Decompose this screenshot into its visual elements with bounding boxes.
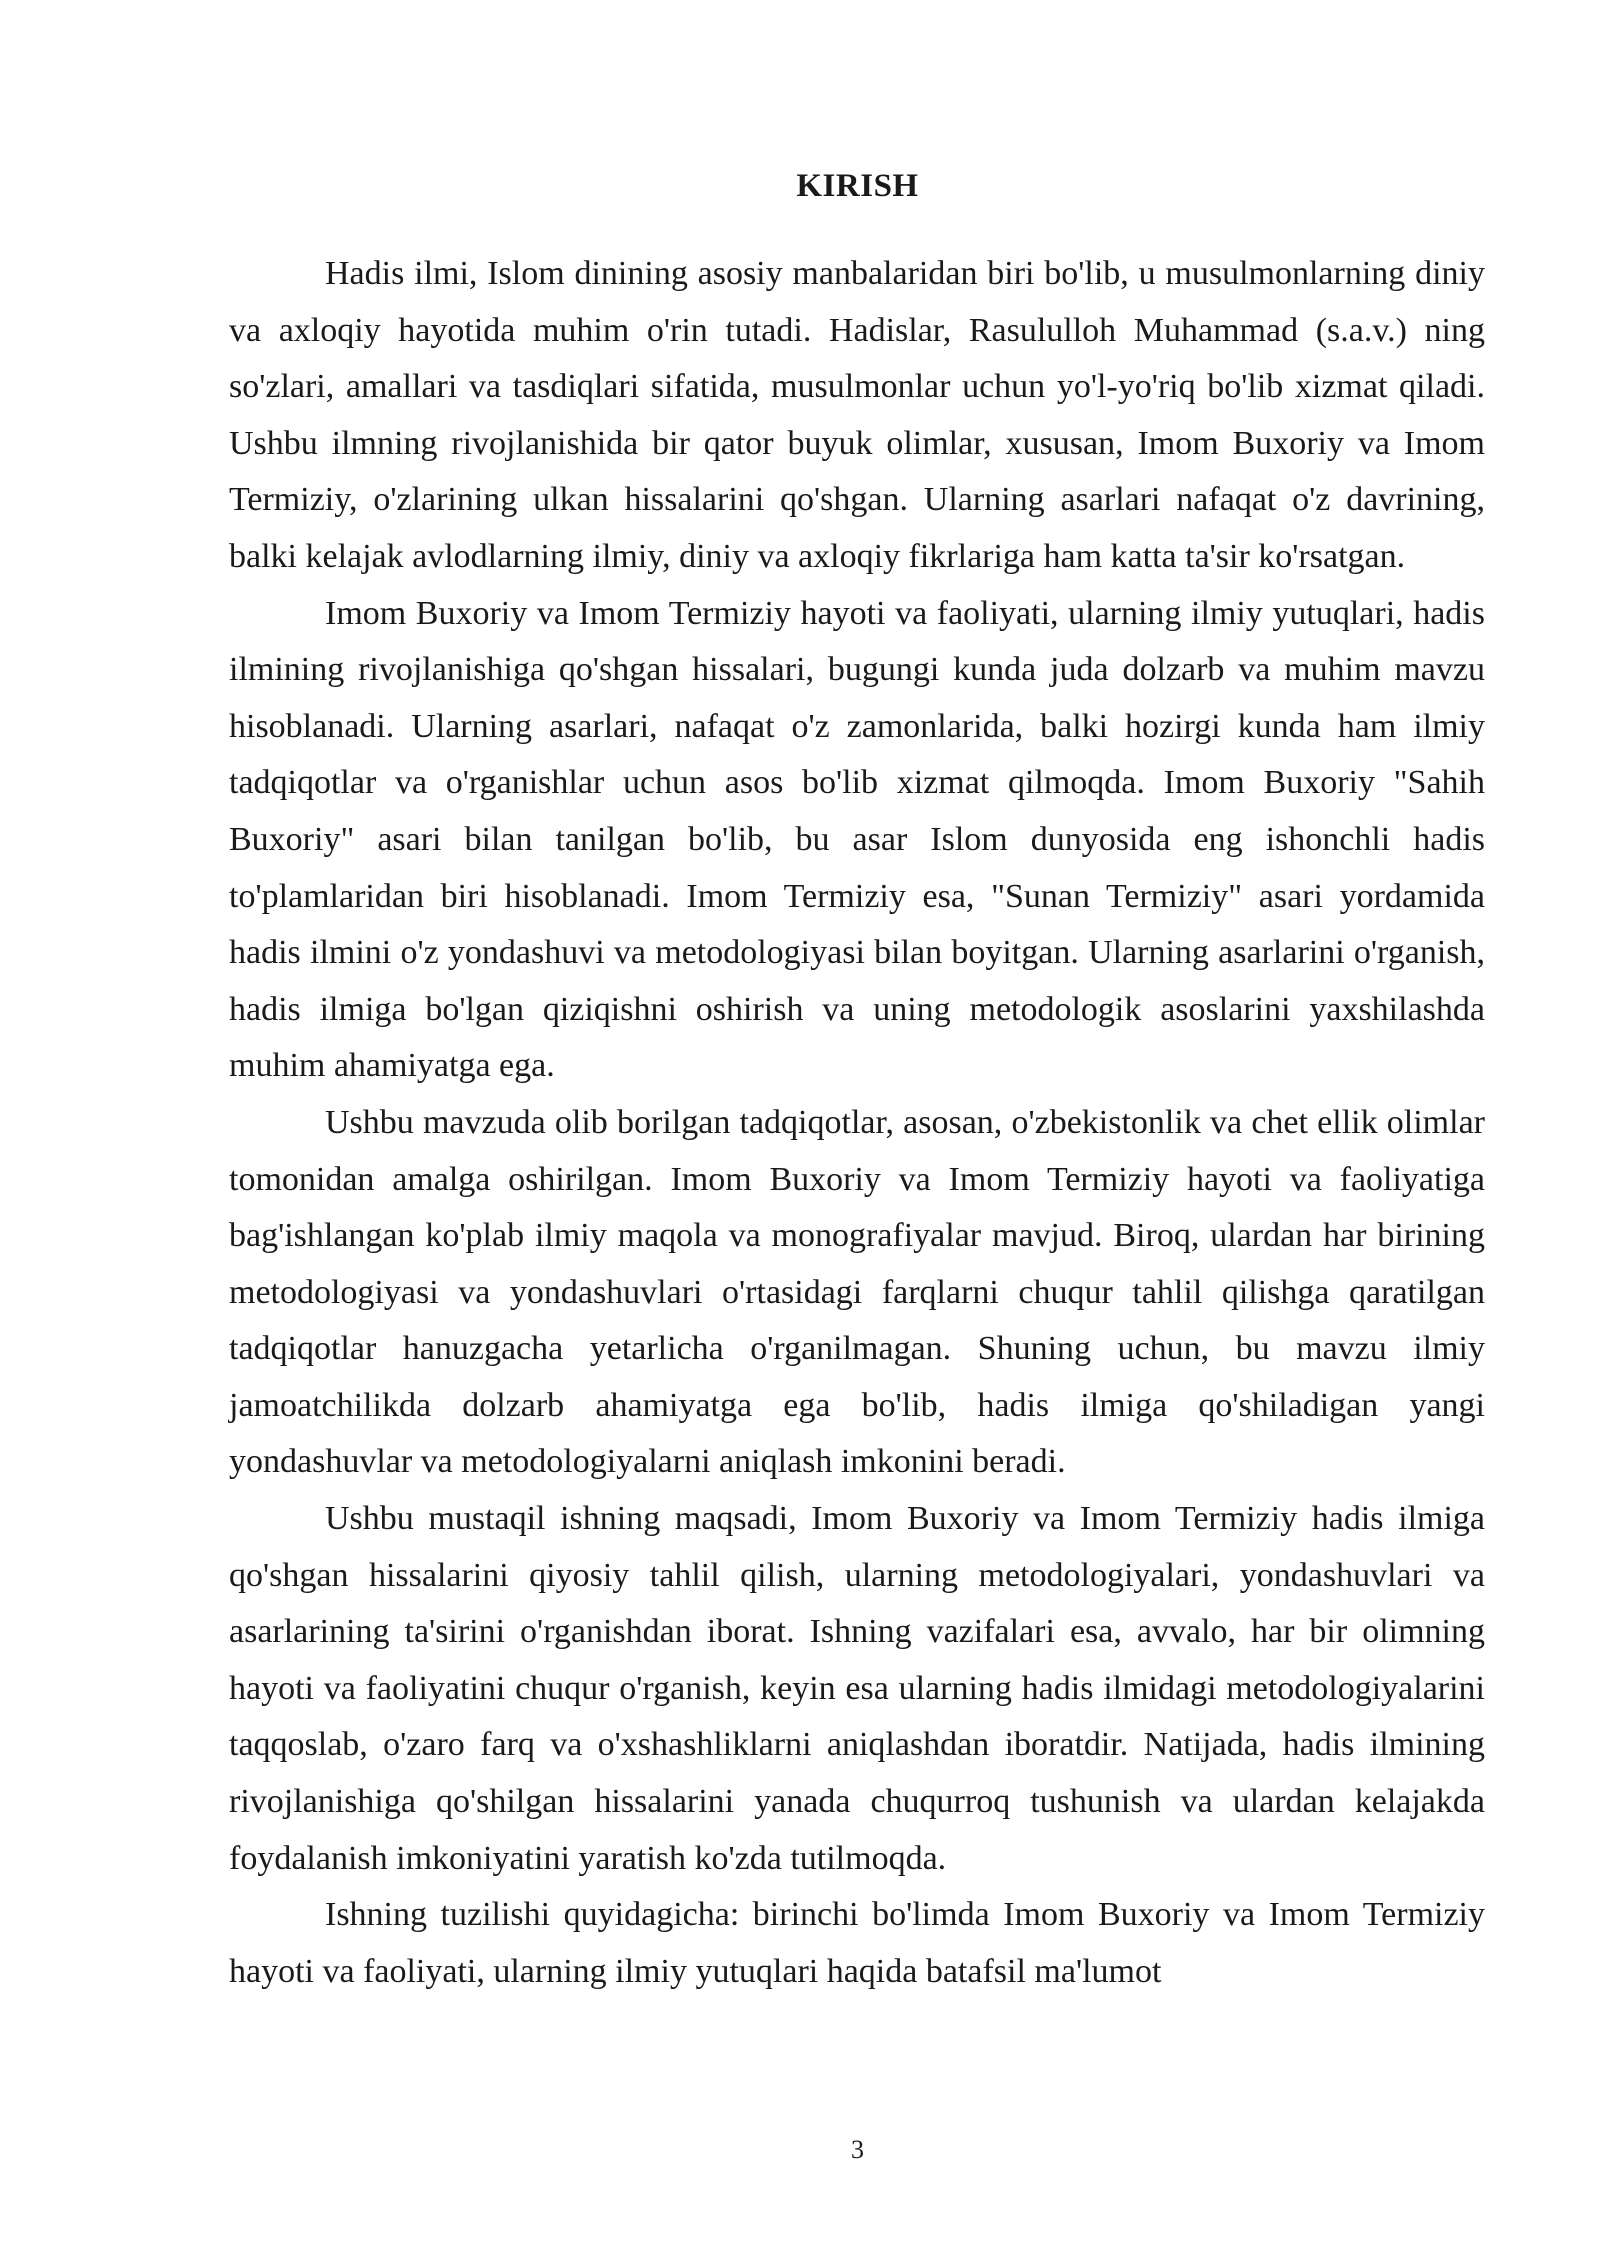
page-title: KIRISH xyxy=(796,168,919,204)
paragraph-3: Ushbu mavzuda olib borilgan tadqiqotlar, asosan, o'zbekistonlik va chet ellik olimlar tomonidan amalga oshirilgan. Imom Buxoriy va Imom Termiziy hayoti va faoliyatiga bag'ishlangan ko'plab ilmiy maqola va monografiyalar mavjud. Biroq, ulardan har birining metodologiyasi va yondashuvlari o'rtasidagi farqlarni chuqur tahlil qilishga qaratilgan tadqiqotlar hanuzgacha yetarlicha o'rganilmagan. Shuning uchun, bu mavzu ilmiy jamoatchilikda dolzarb ahamiyatga ega bo'lib, hadis ilmiga qo'shiladigan yangi yondashuvlar va metodologiyalarni aniqlash imkonini beradi. xyxy=(229,1103,1485,1481)
page-number: 3 xyxy=(851,2135,864,2164)
paragraph-5: Ishning tuzilishi quyidagicha: birinchi bo'limda Imom Buxoriy va Imom Termiziy hayoti va faoliyati, ularning ilmiy yutuqlari haqida batafsil ma'lumot xyxy=(229,1896,1485,1990)
paragraph-1: Hadis ilmi, Islom dinining asosiy manbalaridan biri bo'lib, u musulmonlarning diniy va axloqiy hayotida muhim o'rin tutadi. Hadislar, Rasululloh Muhammad (s.a.v.) ning so'zlari, amallari va tasdiqlari sifatida, musulmonlar uchun yo'l-yo'riq bo'lib xizmat qiladi. Ushbu ilmning rivojlanishida bir qator buyuk olimlar, xususan, Imom Buxoriy va Imom Termiziy, o'zlarining ulkan hissalarini qo'shgan. Ularning asarlari nafaqat o'z davrining, balki kelajak avlodlarning ilmiy, diniy va axloqiy fikrlariga ham katta ta'sir ko'rsatgan. xyxy=(229,255,1485,575)
paragraph-4: Ushbu mustaqil ishning maqsadi, Imom Buxoriy va Imom Termiziy hadis ilmiga qo'shgan hissalarini qiyosiy tahlil qilish, ularning metodologiyalari, yondashuvlari va asarlarining ta'sirini o'rganishdan iborat. Ishning vazifalari esa, avvalo, har bir olimning hayoti va faoliyatini chuqur o'rganish, keyin esa ularning hadis ilmidagi metodologiyalarini taqqoslab, o'zaro farq va o'xshashliklarni aniqlashdan iboratdir. Natijada, hadis ilmining rivojlanishiga qo'shilgan hissalarini yanada chuqurroq tushunish va ulardan kelajakda foydalanish imkoniyatini yaratish ko'zda tutilmoqda. xyxy=(229,1500,1485,1877)
body-text xyxy=(229,246,1485,2000)
paragraph-2: Imom Buxoriy va Imom Termiziy hayoti va faoliyati, ularning ilmiy yutuqlari, hadis ilmining rivojlanishiga qo'shgan hissalari, bugungi kunda juda dolzarb va muhim mavzu hisoblanadi. Ularning asarlari, nafaqat o'z zamonlarida, balki hozirgi kunda ham ilmiy tadqiqotlar va o'rganishlar uchun asos bo'lib xizmat qilmoqda. Imom Buxoriy "Sahih Buxoriy" asari bilan tanilgan bo'lib, bu asar Islom dunyosida eng ishonchli hadis to'plamlaridan biri hisoblanadi. Imom Termiziy esa, "Sunan Termiziy" asari yordamida hadis ilmini o'z yondashuvi va metodologiyasi bilan boyitgan. Ularning asarlarini o'rganish, hadis ilmiga bo'lgan qiziqishni oshirish va uning metodologik asoslarini yaxshilashda muhim ahamiyatga ega. xyxy=(229,594,1485,1085)
